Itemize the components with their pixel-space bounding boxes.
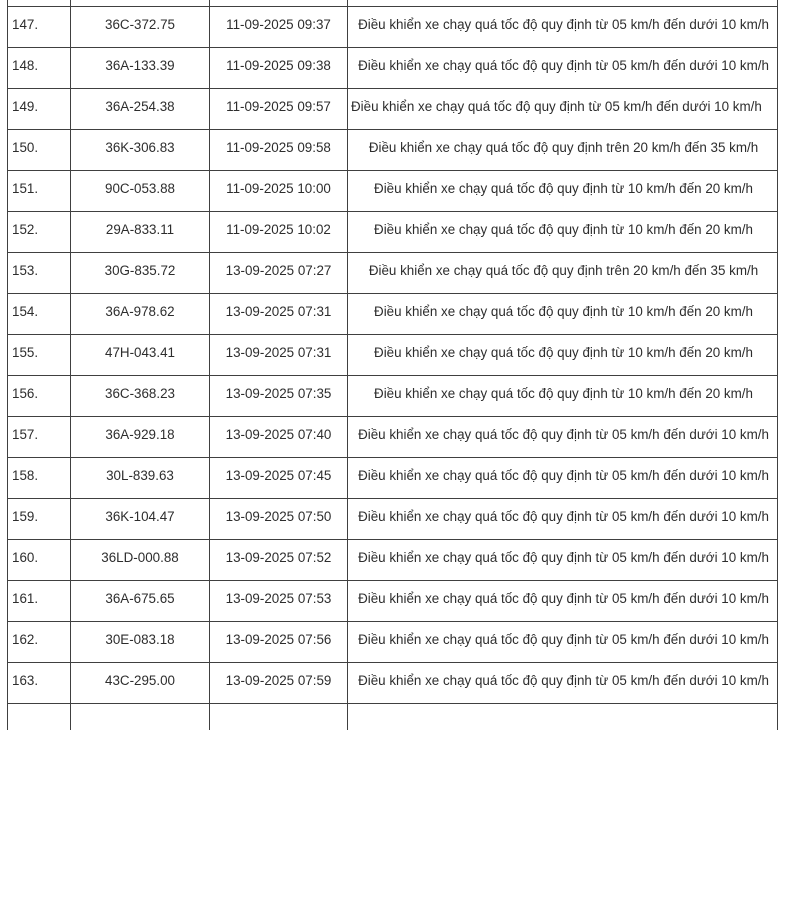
violation-description: Điều khiển xe chạy quá tốc độ quy định trên 20 km/h đến 35 km/h [348, 253, 778, 294]
row-index: 161. [8, 581, 71, 622]
table-row [8, 499, 778, 540]
violation-description: Điều khiển xe chạy quá tốc độ quy định từ 05 km/h đến dưới 10 km/h [348, 48, 778, 89]
plate-number: 30E-083.18 [71, 622, 210, 663]
violation-description: Điều khiển xe chạy quá tốc độ quy định từ 05 km/h đến dưới 10 km/h [348, 89, 778, 130]
violation-datetime: 13-09-2025 07:59 [210, 663, 348, 704]
table-row [8, 130, 778, 171]
row-index: 149. [8, 89, 71, 130]
violation-datetime: 11-09-2025 09:57 [210, 89, 348, 130]
violation-description: Điều khiển xe chạy quá tốc độ quy định từ 10 km/h đến 20 km/h [348, 212, 778, 253]
plate-number: 30L-839.63 [71, 458, 210, 499]
table-row [8, 253, 778, 294]
violation-datetime: 13-09-2025 07:40 [210, 417, 348, 458]
violation-description: Điều khiển xe chạy quá tốc độ quy định từ 05 km/h đến dưới 10 km/h [348, 540, 778, 581]
row-index: 151. [8, 171, 71, 212]
plate-number: 43C-295.00 [71, 663, 210, 704]
row-index: 155. [8, 335, 71, 376]
violation-description: Điều khiển xe chạy quá tốc độ quy định từ 10 km/h đến 20 km/h [348, 171, 778, 212]
violation-description: Điều khiển xe chạy quá tốc độ quy định từ 05 km/h đến dưới 10 km/h [348, 417, 778, 458]
plate-number: 30G-835.72 [71, 253, 210, 294]
row-index: 163. [8, 663, 71, 704]
partial-cell [8, 704, 71, 731]
violation-datetime: 11-09-2025 10:02 [210, 212, 348, 253]
violation-description: Điều khiển xe chạy quá tốc độ quy định từ 10 km/h đến 20 km/h [348, 294, 778, 335]
partial-row-bottom [8, 704, 778, 731]
violation-description: Điều khiển xe chạy quá tốc độ quy định từ 05 km/h đến dưới 10 km/h [348, 581, 778, 622]
violation-datetime: 11-09-2025 10:00 [210, 171, 348, 212]
plate-number: 29A-833.11 [71, 212, 210, 253]
row-index: 147. [8, 7, 71, 48]
violation-datetime: 13-09-2025 07:45 [210, 458, 348, 499]
table-row [8, 417, 778, 458]
violation-description: Điều khiển xe chạy quá tốc độ quy định từ 05 km/h đến dưới 10 km/h [348, 622, 778, 663]
table-row [8, 294, 778, 335]
plate-number: 36A-675.65 [71, 581, 210, 622]
traffic-violations-table [7, 0, 778, 730]
partial-cell [210, 704, 348, 731]
table-row [8, 458, 778, 499]
violation-datetime: 11-09-2025 09:58 [210, 130, 348, 171]
table-row [8, 376, 778, 417]
table-row [8, 171, 778, 212]
violation-description: Điều khiển xe chạy quá tốc độ quy định từ 05 km/h đến dưới 10 km/h [348, 663, 778, 704]
row-index: 152. [8, 212, 71, 253]
table-row [8, 7, 778, 48]
plate-number: 36A-929.18 [71, 417, 210, 458]
row-index: 162. [8, 622, 71, 663]
violation-datetime: 13-09-2025 07:31 [210, 294, 348, 335]
violation-datetime: 13-09-2025 07:50 [210, 499, 348, 540]
partial-cell [71, 704, 210, 731]
violation-datetime: 11-09-2025 09:37 [210, 7, 348, 48]
plate-number: 36C-372.75 [71, 7, 210, 48]
violation-datetime: 13-09-2025 07:27 [210, 253, 348, 294]
row-index: 150. [8, 130, 71, 171]
row-index: 148. [8, 48, 71, 89]
plate-number: 36A-133.39 [71, 48, 210, 89]
plate-number: 90C-053.88 [71, 171, 210, 212]
violation-description: Điều khiển xe chạy quá tốc độ quy định từ 10 km/h đến 20 km/h [348, 335, 778, 376]
table-row [8, 212, 778, 253]
violation-datetime: 13-09-2025 07:35 [210, 376, 348, 417]
table-row [8, 335, 778, 376]
table-bottom-partial-row-group [8, 704, 778, 731]
violation-description: Điều khiển xe chạy quá tốc độ quy định từ 05 km/h đến dưới 10 km/h [348, 499, 778, 540]
table-row [8, 622, 778, 663]
plate-number: 36C-368.23 [71, 376, 210, 417]
violation-description: Điều khiển xe chạy quá tốc độ quy định từ 05 km/h đến dưới 10 km/h [348, 7, 778, 48]
plate-number: 36A-978.62 [71, 294, 210, 335]
violation-description: Điều khiển xe chạy quá tốc độ quy định từ 10 km/h đến 20 km/h [348, 376, 778, 417]
plate-number: 36K-306.83 [71, 130, 210, 171]
table-row [8, 581, 778, 622]
violation-datetime: 13-09-2025 07:31 [210, 335, 348, 376]
row-index: 153. [8, 253, 71, 294]
plate-number: 36A-254.38 [71, 89, 210, 130]
table-row [8, 48, 778, 89]
violation-datetime: 13-09-2025 07:53 [210, 581, 348, 622]
row-index: 160. [8, 540, 71, 581]
plate-number: 36LD-000.88 [71, 540, 210, 581]
violation-description: Điều khiển xe chạy quá tốc độ quy định trên 20 km/h đến 35 km/h [348, 130, 778, 171]
row-index: 158. [8, 458, 71, 499]
violation-datetime: 11-09-2025 09:38 [210, 48, 348, 89]
row-index: 156. [8, 376, 71, 417]
row-index: 157. [8, 417, 71, 458]
violations-table-body [8, 7, 778, 704]
plate-number: 47H-043.41 [71, 335, 210, 376]
table-row [8, 89, 778, 130]
partial-cell [348, 704, 778, 731]
row-index: 159. [8, 499, 71, 540]
violation-datetime: 13-09-2025 07:52 [210, 540, 348, 581]
table-row [8, 663, 778, 704]
violation-description: Điều khiển xe chạy quá tốc độ quy định từ 05 km/h đến dưới 10 km/h [348, 458, 778, 499]
violation-datetime: 13-09-2025 07:56 [210, 622, 348, 663]
plate-number: 36K-104.47 [71, 499, 210, 540]
table-row [8, 540, 778, 581]
row-index: 154. [8, 294, 71, 335]
